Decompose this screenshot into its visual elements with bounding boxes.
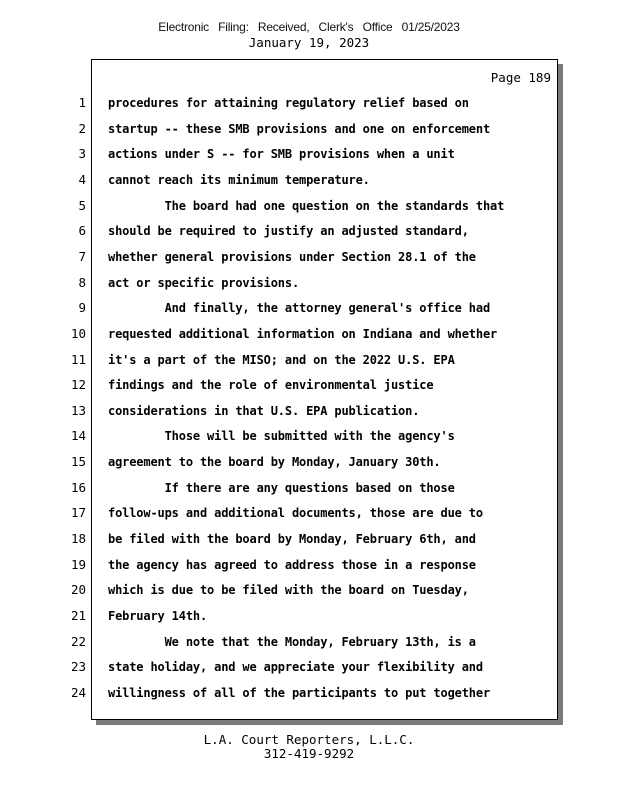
line-number: 24: [70, 685, 86, 700]
line-text: cannot reach its minimum temperature.: [108, 173, 370, 187]
line-text: which is due to be filed with the board on Tuesday,: [108, 583, 469, 597]
line-text: should be required to justify an adjusted standard,: [108, 224, 469, 238]
line-number: 10: [70, 326, 86, 341]
line-number: 18: [70, 531, 86, 546]
line-text: follow-ups and additional documents, those are due to: [108, 506, 483, 520]
line-number: 2: [78, 121, 86, 136]
line-text: February 14th.: [108, 609, 208, 623]
line-number: 7: [78, 249, 86, 264]
line-number: 20: [70, 582, 86, 597]
line-text: be filed with the board by Monday, February 6th, and: [108, 532, 476, 546]
footer: [0, 733, 618, 761]
line-number: 19: [70, 557, 86, 572]
line-number: 16: [70, 480, 86, 495]
line-text: state holiday, and we appreciate your flexibility and: [108, 660, 483, 674]
line-number: 13: [70, 403, 86, 418]
line-text: The board had one question on the standards that: [108, 199, 505, 213]
line-number: 9: [78, 300, 86, 315]
line-number: 22: [70, 634, 86, 649]
line-text: considerations in that U.S. EPA publication.: [108, 404, 420, 418]
line-text: requested additional information on Indiana and whether: [108, 327, 498, 341]
line-text: startup -- these SMB provisions and one on enforcement: [108, 122, 491, 136]
line-text: And finally, the attorney general's office had: [108, 301, 491, 315]
line-number: 1: [78, 95, 86, 110]
reporter-phone: 312-419-9292: [263, 746, 355, 761]
line-text: agreement to the board by Monday, January 30th.: [108, 455, 441, 469]
line-text: the agency has agreed to address those in a response: [108, 558, 476, 572]
line-text: it's a part of the MISO; and on the 2022 U.S. EPA: [108, 353, 455, 367]
line-number: 23: [70, 659, 86, 674]
line-number: 15: [70, 454, 86, 469]
line-text: If there are any questions based on those: [108, 481, 455, 495]
line-text: findings and the role of environmental justice: [108, 378, 434, 392]
transcript-date: January 19, 2023: [248, 35, 370, 50]
line-number: 21: [70, 608, 86, 623]
line-number: 6: [78, 223, 86, 238]
line-number: 4: [78, 172, 86, 187]
line-number: 3: [78, 146, 86, 161]
line-text: actions under S -- for SMB provisions when a unit: [108, 147, 455, 161]
line-text: act or specific provisions.: [108, 276, 300, 290]
line-number: 11: [70, 352, 86, 367]
line-number: 5: [78, 198, 86, 213]
line-number: 17: [70, 505, 86, 520]
line-number: 14: [70, 428, 86, 443]
filing-stamp: Electronic Filing: Received, Clerk's Office 01/25/2023: [158, 20, 460, 34]
line-text: willingness of all of the participants to put together: [108, 686, 491, 700]
line-text: We note that the Monday, February 13th, is a: [108, 635, 476, 649]
line-text: procedures for attaining regulatory relief based on: [108, 96, 469, 110]
line-text: whether general provisions under Section 28.1 of the: [108, 250, 476, 264]
line-text: Those will be submitted with the agency's: [108, 429, 455, 443]
line-number: 8: [78, 275, 86, 290]
reporter-company: L.A. Court Reporters, L.L.C.: [203, 732, 415, 747]
line-number: 12: [70, 377, 86, 392]
page-number: Page 189: [490, 70, 551, 85]
